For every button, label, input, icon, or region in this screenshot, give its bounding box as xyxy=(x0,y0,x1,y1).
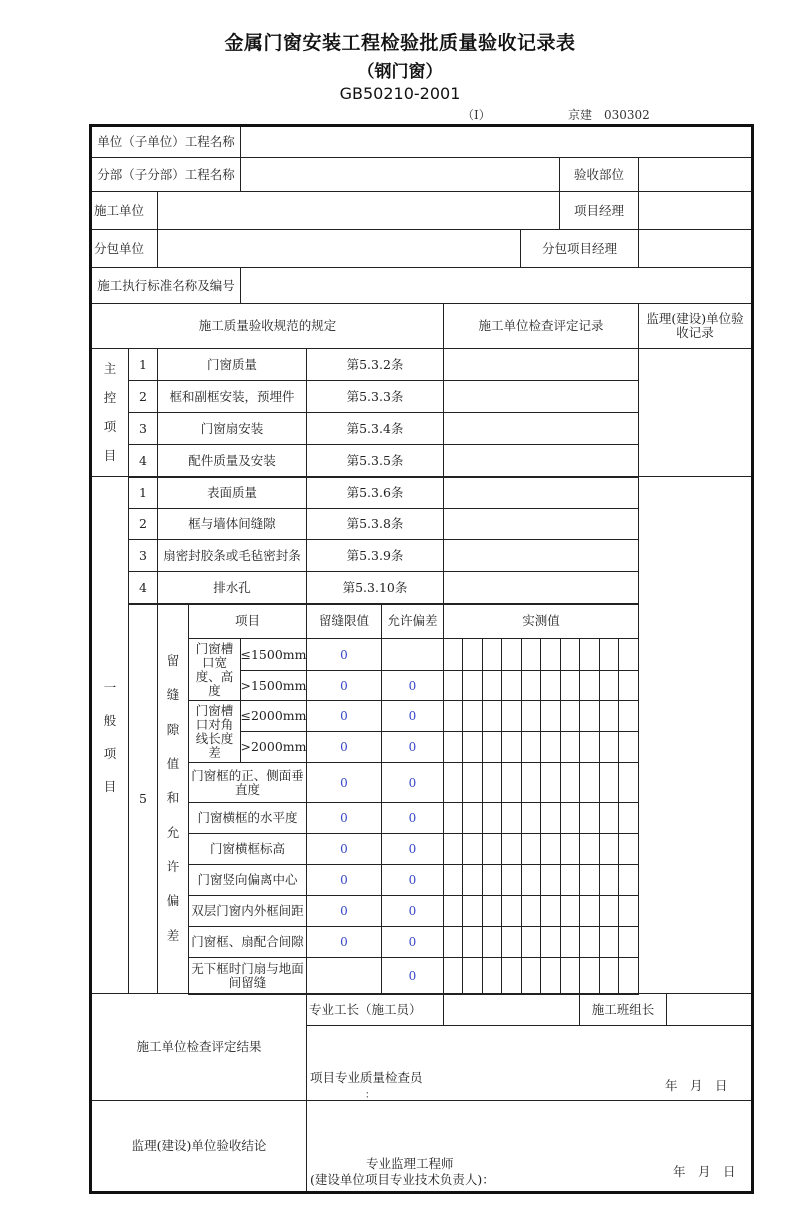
label-char: 目 xyxy=(103,447,117,463)
label-char: 控 xyxy=(103,390,117,406)
limit-value[interactable]: 0 xyxy=(306,700,382,732)
item-name: 配件质量及安装 xyxy=(157,444,307,478)
engineer-label: 专业监理工程师 xyxy=(366,1156,454,1171)
tolerance-item-name: 双层门窗内外框间距 xyxy=(188,895,307,927)
measured-value-cell[interactable] xyxy=(579,957,600,995)
measured-value-cell[interactable] xyxy=(579,802,600,834)
colon: ： xyxy=(365,1090,375,1101)
measured-value-cell[interactable] xyxy=(482,670,502,701)
contractor-record-field[interactable] xyxy=(443,571,639,605)
measured-value-cell[interactable] xyxy=(521,670,541,701)
limit-value[interactable]: 0 xyxy=(306,926,382,958)
tolerance-value[interactable]: 0 xyxy=(381,731,444,763)
main-control-label xyxy=(91,348,129,477)
contractor-record-field[interactable] xyxy=(443,508,639,540)
contractor-record-field[interactable] xyxy=(443,380,639,413)
measured-value-cell[interactable] xyxy=(579,895,600,927)
tolerance-item-name: 门窗竖向偏离中心 xyxy=(188,864,307,896)
measured-value-cell[interactable] xyxy=(501,700,522,732)
item-no: 4 xyxy=(128,571,158,605)
measured-value-cell[interactable] xyxy=(618,864,639,896)
tolerance-item-name: 门窗横框的水平度 xyxy=(188,802,307,834)
measured-value-cell[interactable] xyxy=(482,833,502,865)
group-slot-size: 门窗槽口宽度、高度 xyxy=(188,638,241,701)
measured-value-cell[interactable] xyxy=(599,802,619,834)
measured-value-cell[interactable] xyxy=(618,670,639,701)
item5-no: 5 xyxy=(128,603,158,994)
measured-value-cell[interactable] xyxy=(462,926,483,958)
item-clause: 第5.3.2条 xyxy=(306,348,444,381)
measured-value-cell[interactable] xyxy=(599,833,619,865)
tolerance-item-name: >1500mm xyxy=(240,670,307,701)
label-char: 缝 xyxy=(166,687,180,703)
contractor-record-field[interactable] xyxy=(443,476,639,509)
date-1: 年 月 日 xyxy=(665,1078,728,1093)
measured-value-cell[interactable] xyxy=(579,864,600,896)
sub-project-field[interactable] xyxy=(240,157,560,192)
measured-value-cell[interactable] xyxy=(462,731,483,763)
item-no: 1 xyxy=(128,348,158,381)
measured-value-cell[interactable] xyxy=(521,864,541,896)
measured-value-cell[interactable] xyxy=(599,700,619,732)
tolerance-value[interactable]: 0 xyxy=(381,762,444,803)
measured-value-cell[interactable] xyxy=(540,833,561,865)
measured-value-cell[interactable] xyxy=(560,957,580,995)
measured-value-cell[interactable] xyxy=(521,731,541,763)
project-manager-field[interactable] xyxy=(638,191,752,230)
label-char: 项 xyxy=(103,418,117,434)
form-title: 金属门窗安装工程检验批质量验收记录表 xyxy=(224,32,576,54)
team-leader-field[interactable] xyxy=(666,993,752,1026)
item-clause: 第5.3.3条 xyxy=(306,380,444,413)
measured-value-cell[interactable] xyxy=(501,895,522,927)
form-code: 京建 030302 xyxy=(568,108,650,122)
measured-value-cell[interactable] xyxy=(560,731,580,763)
measured-value-cell[interactable] xyxy=(579,833,600,865)
sub-project-manager-label: 分包项目经理 xyxy=(520,229,639,268)
measured-value-cell[interactable] xyxy=(579,638,600,671)
measured-value-cell[interactable] xyxy=(462,895,483,927)
item-clause: 第5.3.8条 xyxy=(306,508,444,540)
tolerance-value[interactable]: 0 xyxy=(381,864,444,896)
measured-value-cell[interactable] xyxy=(443,833,463,865)
measured-value-cell[interactable] xyxy=(540,895,561,927)
item-name: 框与墙体间缝隙 xyxy=(157,508,307,540)
unit-project-field[interactable] xyxy=(240,126,752,158)
label-char: 隙 xyxy=(166,721,180,737)
measured-value-cell[interactable] xyxy=(482,731,502,763)
measured-value-cell[interactable] xyxy=(560,638,580,671)
measured-value-cell[interactable] xyxy=(618,895,639,927)
spec-header: 施工质量验收规范的规定 xyxy=(91,303,444,349)
tolerance-item-name: 门窗框的正、侧面垂直度 xyxy=(188,762,307,803)
contractor-record-field[interactable] xyxy=(443,539,639,572)
limit-value[interactable]: 0 xyxy=(306,895,382,927)
item-name: 门窗扇安装 xyxy=(157,412,307,445)
measured-value-cell[interactable] xyxy=(560,926,580,958)
contractor-label: 施工单位 xyxy=(91,191,158,230)
measured-value-cell[interactable] xyxy=(443,895,463,927)
limit-value[interactable]: 0 xyxy=(306,833,382,865)
measured-value-cell[interactable] xyxy=(443,762,463,803)
measured-value-cell[interactable] xyxy=(618,802,639,834)
measured-value-cell[interactable] xyxy=(482,895,502,927)
measured-value-cell[interactable] xyxy=(618,957,639,995)
tolerance-value[interactable]: 0 xyxy=(381,700,444,732)
supervisor-record-header: 监理(建设)单位验收记录 xyxy=(638,303,752,349)
label-char: 留 xyxy=(166,653,180,669)
item-name: 排水孔 xyxy=(157,571,307,605)
measured-value-cell[interactable] xyxy=(501,670,522,701)
measured-value-cell[interactable] xyxy=(521,833,541,865)
measured-header: 实测值 xyxy=(443,603,639,639)
measured-value-cell[interactable] xyxy=(560,762,580,803)
item-header: 项目 xyxy=(188,603,307,639)
measured-value-cell[interactable] xyxy=(618,700,639,732)
measured-value-cell[interactable] xyxy=(501,762,522,803)
item-name: 门窗质量 xyxy=(157,348,307,381)
sub-project-label: 分部（子分部）工程名称 xyxy=(91,157,241,192)
measured-value-cell[interactable] xyxy=(599,731,619,763)
item-clause: 第5.3.5条 xyxy=(306,444,444,478)
measured-value-cell[interactable] xyxy=(443,864,463,896)
measured-value-cell[interactable] xyxy=(482,762,502,803)
contractor-record-header: 施工单位检查评定记录 xyxy=(443,303,639,349)
measured-value-cell[interactable] xyxy=(579,731,600,763)
limit-value[interactable]: 0 xyxy=(306,864,382,896)
tolerance-value[interactable]: 0 xyxy=(381,895,444,927)
measured-value-cell[interactable] xyxy=(540,700,561,732)
tolerance-item-name: 门窗横框标高 xyxy=(188,833,307,865)
measured-value-cell[interactable] xyxy=(521,638,541,671)
subcontractor-field[interactable] xyxy=(157,229,521,268)
project-manager-label: 项目经理 xyxy=(559,191,639,230)
item-name: 框和副框安装，预埋件 xyxy=(157,380,307,413)
supervisor-conclusion-label: 监理(建设)单位验收结论 xyxy=(91,1100,307,1192)
measured-value-cell[interactable] xyxy=(540,957,561,995)
tolerance-item-name: 无下框时门扇与地面间留缝 xyxy=(188,957,307,995)
date-2: 年 月 日 xyxy=(673,1164,736,1179)
measured-value-cell[interactable] xyxy=(501,731,522,763)
measured-value-cell[interactable] xyxy=(443,731,463,763)
measured-value-cell[interactable] xyxy=(462,864,483,896)
measured-value-cell[interactable] xyxy=(560,833,580,865)
item-no: 1 xyxy=(128,476,158,509)
measured-value-cell[interactable] xyxy=(560,802,580,834)
quality-inspector-label: 项目专业质量检查员 xyxy=(310,1070,423,1085)
label-char: 项 xyxy=(103,745,117,761)
item-clause: 第5.3.9条 xyxy=(306,539,444,572)
measured-value-cell[interactable] xyxy=(579,926,600,958)
measured-value-cell[interactable] xyxy=(560,670,580,701)
measured-value-cell[interactable] xyxy=(540,638,561,671)
measured-value-cell[interactable] xyxy=(482,926,502,958)
measured-value-cell[interactable] xyxy=(540,762,561,803)
measured-value-cell[interactable] xyxy=(521,957,541,995)
measured-value-cell[interactable] xyxy=(501,833,522,865)
measured-value-cell[interactable] xyxy=(443,802,463,834)
tolerance-header: 允许偏差 xyxy=(381,603,444,639)
measured-value-cell[interactable] xyxy=(462,762,483,803)
measured-value-cell[interactable] xyxy=(521,802,541,834)
tolerance-item-name: 门窗框、扇配合间隙 xyxy=(188,926,307,958)
limit-value[interactable]: 0 xyxy=(306,762,382,803)
general-label xyxy=(91,476,129,994)
tolerance-value[interactable]: 0 xyxy=(381,957,444,995)
tolerance-value[interactable]: 0 xyxy=(381,833,444,865)
label-char: 目 xyxy=(103,778,117,794)
item-no: 2 xyxy=(128,380,158,413)
label-char: 般 xyxy=(103,713,117,729)
label-char: 许 xyxy=(166,859,180,875)
standard-name-label: 施工执行标准名称及编号 xyxy=(91,267,241,304)
measured-value-cell[interactable] xyxy=(618,926,639,958)
standard-name-field[interactable] xyxy=(240,267,752,304)
label-char: 偏 xyxy=(166,893,180,909)
measured-value-cell[interactable] xyxy=(501,864,522,896)
unit-project-label: 单位（子单位）工程名称 xyxy=(91,126,241,158)
item-no: 3 xyxy=(128,539,158,572)
measured-value-cell[interactable] xyxy=(521,762,541,803)
measured-value-cell[interactable] xyxy=(462,957,483,995)
measured-value-cell[interactable] xyxy=(618,731,639,763)
tolerance-value[interactable]: 0 xyxy=(381,670,444,701)
measured-value-cell[interactable] xyxy=(443,638,463,671)
measured-value-cell[interactable] xyxy=(599,926,619,958)
item-clause: 第5.3.10条 xyxy=(306,571,444,605)
measured-value-cell[interactable] xyxy=(462,833,483,865)
item-no: 2 xyxy=(128,508,158,540)
measured-value-cell[interactable] xyxy=(540,731,561,763)
measured-value-cell[interactable] xyxy=(540,864,561,896)
acceptance-part-label: 验收部位 xyxy=(559,157,639,192)
measured-value-cell[interactable] xyxy=(501,802,522,834)
measured-value-cell[interactable] xyxy=(560,700,580,732)
measured-value-cell[interactable] xyxy=(443,700,463,732)
series-label: （Ⅰ） xyxy=(462,108,491,122)
form-subtitle: （钢门窗） xyxy=(357,62,443,82)
limit-value[interactable]: 0 xyxy=(306,731,382,763)
label-char: 主 xyxy=(103,361,117,377)
measured-value-cell[interactable] xyxy=(579,762,600,803)
item-clause: 第5.3.4条 xyxy=(306,412,444,445)
group-slot-diagonal: 门窗槽口对角线长度差 xyxy=(188,700,241,763)
main-control-supervisor-field[interactable] xyxy=(638,348,752,477)
measured-value-cell[interactable] xyxy=(579,670,600,701)
measured-value-cell[interactable] xyxy=(462,670,483,701)
contractor-record-field[interactable] xyxy=(443,444,639,478)
measured-value-cell[interactable] xyxy=(501,926,522,958)
tolerance-value[interactable]: 0 xyxy=(381,926,444,958)
contractor-field[interactable] xyxy=(157,191,560,230)
measured-value-cell[interactable] xyxy=(521,895,541,927)
label-char: 差 xyxy=(166,927,180,943)
measured-value-cell[interactable] xyxy=(482,802,502,834)
measured-value-cell[interactable] xyxy=(599,895,619,927)
limit-value[interactable] xyxy=(306,957,382,995)
measured-value-cell[interactable] xyxy=(560,864,580,896)
measured-value-cell[interactable] xyxy=(482,957,502,995)
label-char: 和 xyxy=(166,790,180,806)
tolerance-value[interactable] xyxy=(381,638,444,671)
tolerance-item-name: >2000mm xyxy=(240,731,307,763)
team-leader-label: 施工班组长 xyxy=(579,993,667,1026)
item-name: 扇密封胶条或毛毡密封条 xyxy=(157,539,307,572)
measured-value-cell[interactable] xyxy=(599,670,619,701)
measured-value-cell[interactable] xyxy=(579,700,600,732)
standard-code: GB50210-2001 xyxy=(339,84,461,103)
measured-value-cell[interactable] xyxy=(482,638,502,671)
measured-value-cell[interactable] xyxy=(521,926,541,958)
limit-value[interactable]: 0 xyxy=(306,638,382,671)
measured-value-cell[interactable] xyxy=(462,700,483,732)
measured-value-cell[interactable] xyxy=(599,957,619,995)
measured-value-cell[interactable] xyxy=(462,638,483,671)
contractor-record-field[interactable] xyxy=(443,412,639,445)
measured-value-cell[interactable] xyxy=(501,957,522,995)
measured-value-cell[interactable] xyxy=(521,700,541,732)
acceptance-part-field[interactable] xyxy=(638,157,752,192)
item-clause: 第5.3.6条 xyxy=(306,476,444,509)
limit-header: 留缝限值 xyxy=(306,603,382,639)
measured-value-cell[interactable] xyxy=(482,864,502,896)
measured-value-cell[interactable] xyxy=(618,762,639,803)
measured-value-cell[interactable] xyxy=(599,864,619,896)
engineer-label-2: (建设单位项目专业技术负责人)： xyxy=(310,1172,495,1187)
foreman-label: 专业工长（施工员） xyxy=(306,993,444,1026)
measured-value-cell[interactable] xyxy=(443,957,463,995)
general-supervisor-field[interactable] xyxy=(638,476,752,994)
contractor-record-field[interactable] xyxy=(443,348,639,381)
item-no: 4 xyxy=(128,444,158,478)
tolerance-item-name: ≤2000mm xyxy=(240,700,307,732)
measured-value-cell[interactable] xyxy=(540,802,561,834)
measured-value-cell[interactable] xyxy=(618,638,639,671)
label-char: 值 xyxy=(166,756,180,772)
measured-value-cell[interactable] xyxy=(540,926,561,958)
limit-value[interactable]: 0 xyxy=(306,802,382,834)
measured-value-cell[interactable] xyxy=(501,638,522,671)
foreman-field[interactable] xyxy=(443,993,580,1026)
measured-value-cell[interactable] xyxy=(540,670,561,701)
item-name: 表面质量 xyxy=(157,476,307,509)
tolerance-item-name: ≤1500mm xyxy=(240,638,307,671)
measured-value-cell[interactable] xyxy=(482,700,502,732)
contractor-result-label: 施工单位检查评定结果 xyxy=(91,993,307,1101)
measured-value-cell[interactable] xyxy=(618,833,639,865)
item5-label xyxy=(157,603,189,994)
tolerance-value[interactable]: 0 xyxy=(381,802,444,834)
measured-value-cell[interactable] xyxy=(443,926,463,958)
label-char: 允 xyxy=(166,824,180,840)
limit-value[interactable]: 0 xyxy=(306,670,382,701)
label-char: 一 xyxy=(103,680,117,696)
measured-value-cell[interactable] xyxy=(599,762,619,803)
subcontractor-label: 分包单位 xyxy=(91,229,158,268)
sub-project-manager-field[interactable] xyxy=(638,229,752,268)
measured-value-cell[interactable] xyxy=(560,895,580,927)
measured-value-cell[interactable] xyxy=(462,802,483,834)
measured-value-cell[interactable] xyxy=(599,638,619,671)
item-no: 3 xyxy=(128,412,158,445)
measured-value-cell[interactable] xyxy=(443,670,463,701)
